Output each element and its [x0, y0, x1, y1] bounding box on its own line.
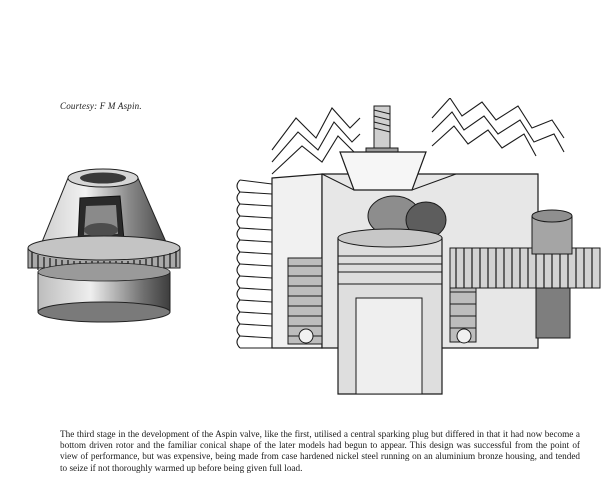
- figure-caption: The third stage in the development of the Aspin valve, like the first, utilised a central sparking plug but differed in that it had now become a bottom driven rotor and the familiar conical shape of the later models had begun to appear. This design was successful from the point of view of performance, but was expensive, being made from case hardened nickel steel running on an aluminium bronze housing, and tended to seize if not thoroughly warmed up before being given full load.: [60, 429, 580, 473]
- photo-credit: Courtesy: F M Aspin.: [60, 101, 142, 111]
- engine-section-illustration: [236, 98, 608, 402]
- rotor-illustration: [20, 160, 190, 330]
